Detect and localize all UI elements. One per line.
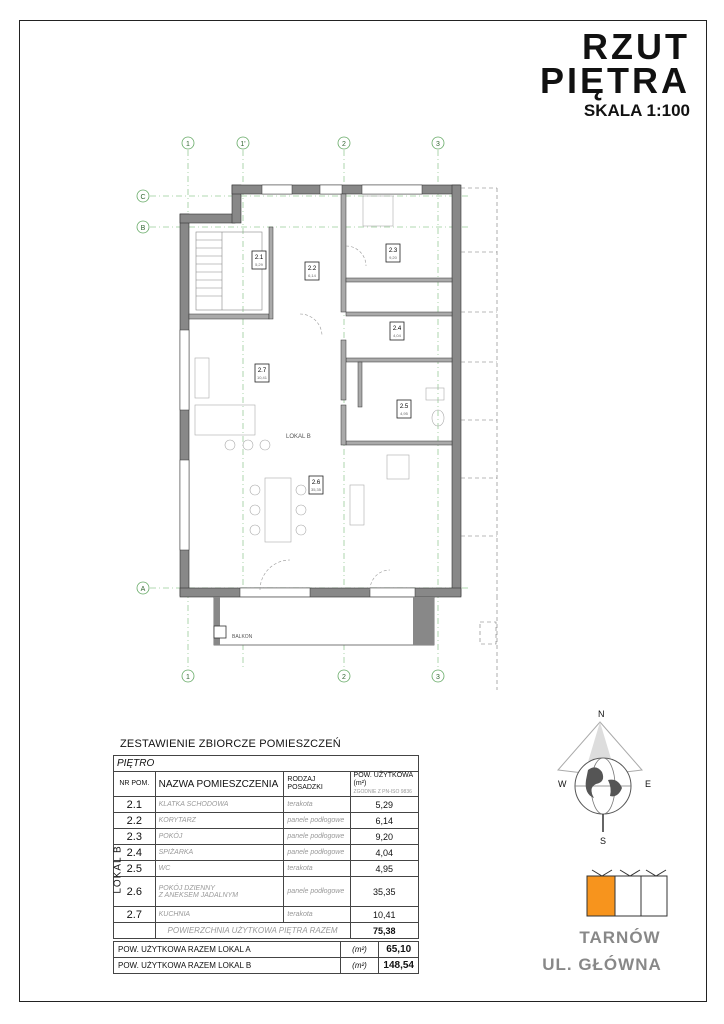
compass-e: E [645,779,652,789]
room-tag-2-6 [309,476,323,494]
room-tag-2-3 [386,244,400,262]
table-section: PIĘTRO [114,756,419,772]
room-tag-2-2 [305,262,319,280]
summary-table [113,941,419,974]
neighbour-outline [461,188,497,690]
location-blocks [587,870,667,916]
lokal-plan-label: LOKAL B [286,434,311,440]
svg-text:10,41: 10,41 [256,375,268,380]
svg-text:2.7: 2.7 [257,368,267,374]
compass-s: S [600,836,607,846]
grid-label-1: 1 [186,141,190,148]
location-street: UL. GŁÓWNA [542,955,662,974]
rooms-table [113,755,419,939]
room-tag-2-5 [397,400,411,418]
svg-text:2.2: 2.2 [307,266,317,272]
grid-label-3-bottom: 3 [436,674,440,681]
svg-text:2.4: 2.4 [392,326,402,332]
summary-row-b: POW. UŻYTKOWA RAZEM LOKAL B (m²) 148,54 [114,958,419,974]
room-tag-2-7 [255,364,269,382]
table-row: 2.5 WC terakota 4,95 [114,861,419,877]
svg-text:35,35: 35,35 [310,487,322,492]
room-tag-2-1 [252,251,266,269]
lokal-side-label: LOKAL B [112,845,124,894]
stairs [196,232,262,310]
table-row: 2.1 KLATKA SCHODOWA terakota 5,29 [114,797,419,813]
table-row: 2.2 KORYTARZ panele podłogowe 6,14 [114,813,419,829]
svg-text:2.5: 2.5 [399,404,409,410]
col-floor: RODZAJ POSADZKI [284,772,350,797]
title-line1: RZUT [582,26,690,67]
balcony [214,597,434,645]
scale-label: SKALA 1:100 [583,101,690,120]
grid-label-1-bottom: 1 [186,674,190,681]
grid-label-3: 3 [436,141,440,148]
table-row: 2.7 KUCHNIA terakota 10,41 [114,907,419,923]
table-row: 2.6 POKÓJ DZIENNY Z ANEKSEM JADALNYM panele podłogowe 35,35 [114,877,419,907]
svg-text:2.1: 2.1 [254,255,264,261]
svg-text:4,04: 4,04 [393,333,401,338]
grid-label-2-bottom: 2 [342,674,346,681]
location-city: TARNÓW [579,928,661,947]
row-label-b: B [140,225,146,232]
col-name: NAZWA POMIESZCZENIA [155,772,284,797]
balcony-label: BALKON [232,634,253,640]
table-total-row: POWIERZCHNIA UŻYTKOWA PIĘTRA RAZEM 75,38 [114,923,419,939]
title-line2: PIĘTRA [539,60,690,101]
table-row: 2.3 POKÓJ panele podłogowe 9,20 [114,829,419,845]
svg-text:2.3: 2.3 [388,248,398,254]
svg-text:9,20: 9,20 [389,255,397,260]
grid-label-1p: 1' [240,141,246,148]
interior-walls [189,194,452,445]
row-label-c: C [140,194,146,201]
svg-text:2.6: 2.6 [311,480,321,486]
table-row: 2.4 SPIŻARKA panele podłogowe 4,04 [114,845,419,861]
summary-row-a: POW. UŻYTKOWA RAZEM LOKAL A (m²) 65,10 [114,942,419,958]
svg-text:5,29: 5,29 [255,262,263,267]
col-area: POW. UŻYTKOWA (m²) ZGODNIE Z PN-ISO 9836 [350,772,418,797]
compass-w: W [558,779,567,789]
grid-label-2: 2 [342,141,346,148]
table-title: ZESTAWIENIE ZBIORCZE POMIESZCZEŃ [120,738,341,750]
svg-text:4,95: 4,95 [400,411,408,416]
col-nr: NR POM. [114,772,156,797]
row-label-a: A [140,586,146,593]
svg-text:6,14: 6,14 [308,273,316,278]
compass-rose [558,722,642,832]
room-tag-2-4 [390,322,404,340]
compass-n: N [598,709,605,719]
